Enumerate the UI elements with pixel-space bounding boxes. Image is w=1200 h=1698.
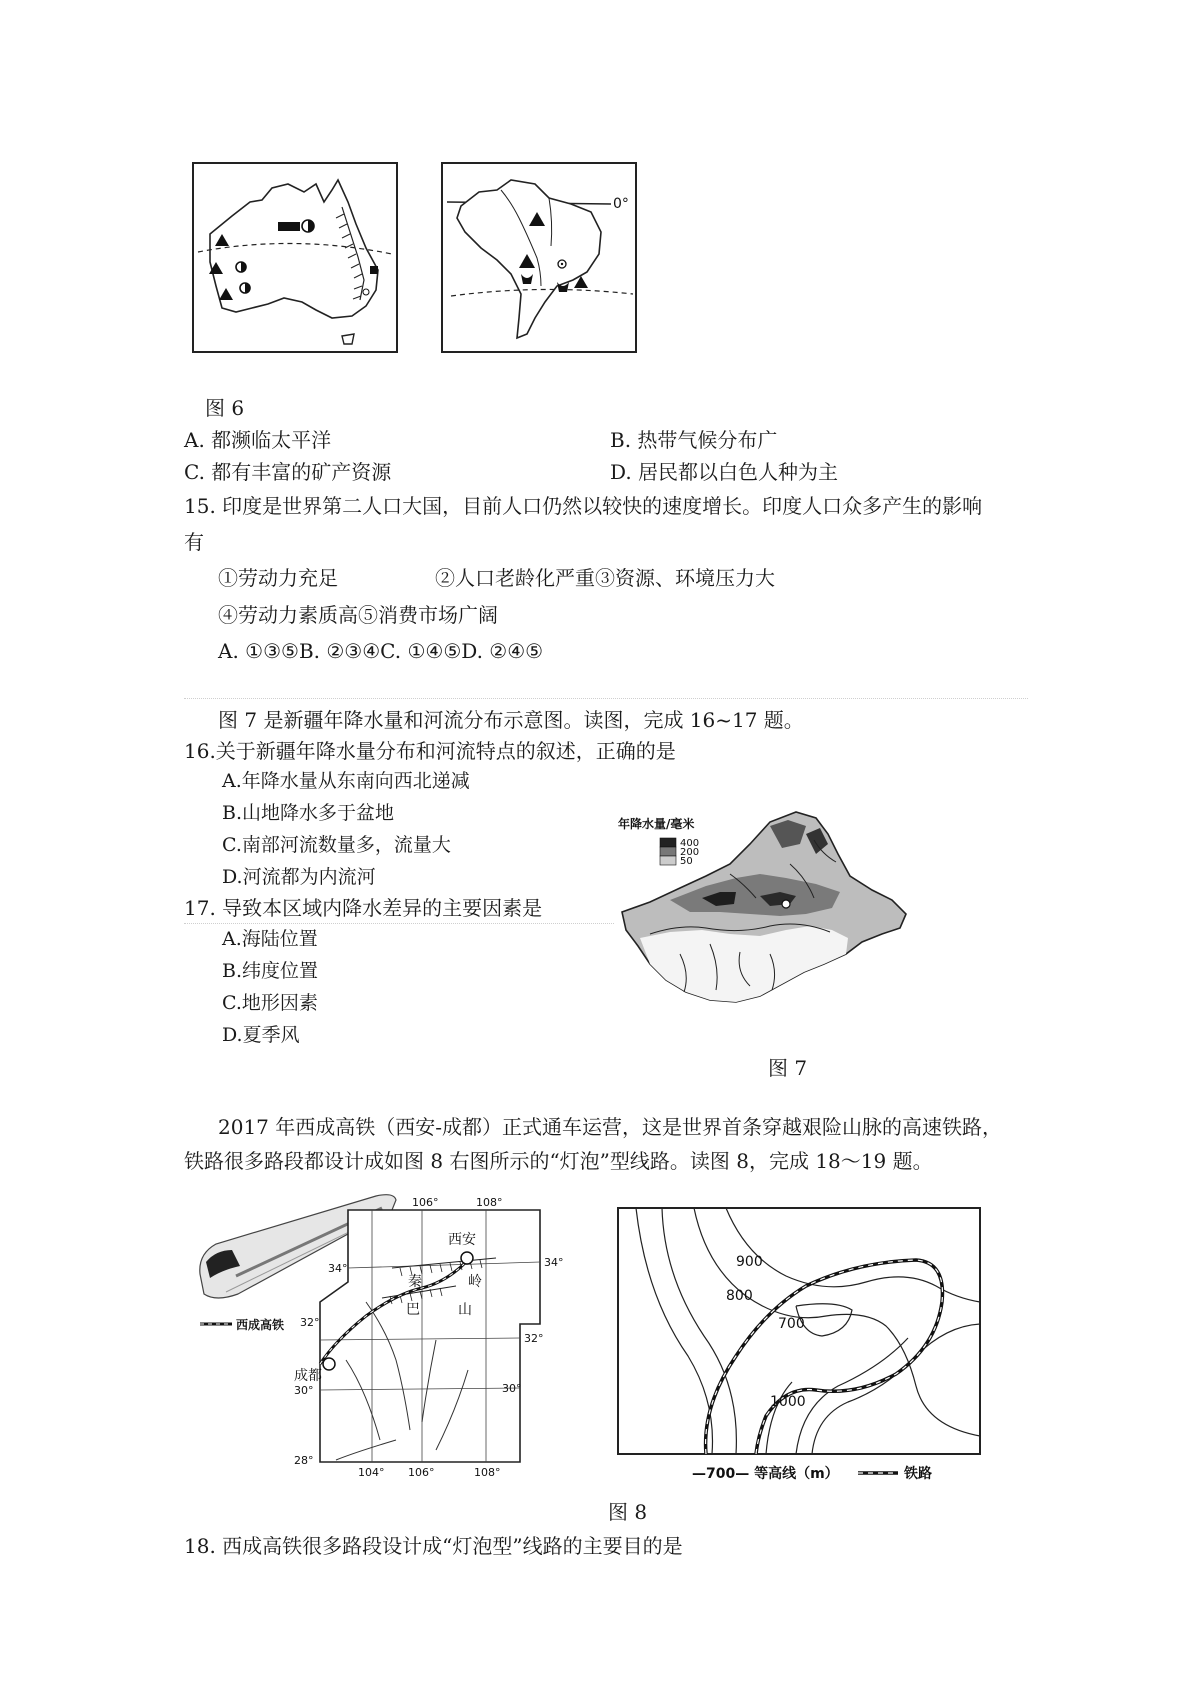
q17-stem: 17. 导致本区域内降水差异的主要因素是 [184,896,543,920]
lon-label: 104° [358,1466,385,1478]
q14-option-d: D. 居民都以白色人种为主 [610,460,839,484]
q15-stem-line2: 有 [184,530,204,554]
fig6-south-america-map [441,162,637,353]
lon-label: 106° [408,1466,435,1478]
q14-option-b: B. 热带气候分布广 [610,428,778,452]
q17-option-c: C.地形因素 [222,992,318,1014]
q15-item1: ①劳动力充足 [218,566,338,590]
q18-stem: 18. 西成高铁很多路段设计成“灯泡型”线路的主要目的是 [184,1534,683,1558]
q15-item3: ④劳动力素质高⑤消费市场广阔 [218,603,498,627]
legend-value-200: 200 [680,847,700,858]
mountain-ba: 巴 [406,1302,420,1318]
fig7-intro: 图 7 是新疆年降水量和河流分布示意图。读图，完成 16~17 题。 [218,708,804,732]
q16-option-b: B.山地降水多于盆地 [222,802,395,824]
q17-option-a: A.海陆位置 [222,928,318,950]
lat-label: 30° [294,1384,314,1397]
contour-label-800: 800 [726,1288,753,1304]
fig8-intro-line1: 2017 年西成高铁（西安-成都）正式通车运营，这是世界首条穿越艰险山脉的高速铁路， [218,1115,1003,1139]
lon-label: 108° [476,1196,503,1209]
q16-option-d: D.河流都为内流河 [222,866,376,888]
legend-contour: —700— 等高线（m） [692,1466,839,1482]
legend-railway-2: 铁路 [904,1466,932,1482]
lat-label: 34° [328,1262,348,1275]
lon-label: 106° [412,1196,439,1209]
q15-stem-line1: 15. 印度是世界第二人口大国，目前人口仍然以较快的速度增长。印度人口众多产生的影响 [184,494,983,518]
city-chengdu: 成都 [294,1368,322,1384]
mountain-shan: 山 [458,1302,472,1318]
fig6-caption: 图 6 [205,396,245,420]
q17-option-b: B.纬度位置 [222,960,319,982]
q16-option-a: A.年降水量从东南向西北递减 [222,770,470,792]
divider [184,923,614,924]
mountain-ling: 岭 [468,1274,482,1290]
lat-label: 28° [294,1454,314,1467]
q14-option-a: A. 都濒临太平洋 [184,428,332,452]
lat-label: 32° [524,1332,544,1345]
legend-railway: 西成高铁 [236,1318,285,1332]
q16-option-c: C.南部河流数量多，流量大 [222,834,451,856]
legend-value-50: 50 [680,856,693,867]
contour-label-1000: 1000 [770,1394,806,1410]
fig7-legend-title: 年降水量/毫米 [618,817,695,831]
fig8-caption: 图 8 [608,1500,648,1524]
fig7-caption: 图 7 [768,1056,808,1080]
mountain-qin: 秦 [408,1274,422,1290]
q16-stem: 16.关于新疆年降水量分布和河流特点的叙述，正确的是 [184,739,676,763]
lat-label: 32° [300,1316,320,1329]
q17-option-d: D.夏季风 [222,1024,300,1046]
lat-label: 34° [544,1256,564,1269]
q15-item2: ②人口老龄化严重③资源、环境压力大 [435,566,775,590]
lat-label: 30° [502,1382,522,1395]
legend-value-400: 400 [680,838,700,849]
fig8-left-map [196,1190,566,1478]
contour-label-700: 700 [778,1316,805,1332]
lon-label: 108° [474,1466,501,1478]
fig6-australia-map [192,162,398,353]
q15-options: A. ①③⑤B. ②③④C. ①④⑤D. ②④⑤ [218,639,544,663]
fig7-xinjiang-map [610,804,920,1019]
city-xian: 西安 [448,1232,476,1248]
fig8-contour-map [616,1206,984,1486]
divider [184,698,1028,699]
q14-option-c: C. 都有丰富的矿产资源 [184,460,392,484]
fig8-intro-line2: 铁路很多路段都设计成如图 8 右图所示的“灯泡”型线路。读图 8，完成 18～19 题。 [184,1149,933,1173]
contour-label-900: 900 [736,1254,763,1270]
equator-label: 0° [613,196,629,212]
